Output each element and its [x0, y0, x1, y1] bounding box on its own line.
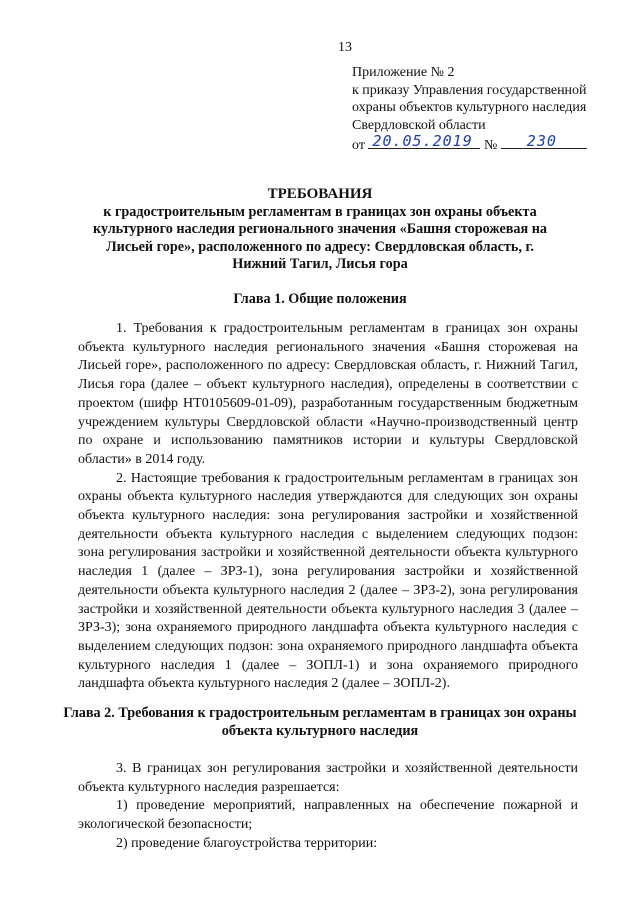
title-subtitle: к градостроительным регламентам в границах зон охраны объекта культурного наследия регионального значения «Башня сторожевая на Лисьей горе», расположенного по адресу: Свердловская область, г. Нижний Тагил, Лисья гора — [92, 203, 548, 272]
page-number: 13 — [338, 40, 352, 55]
chapter-1-body — [78, 320, 578, 694]
paragraph-3-item-2: 2) проведение благоустройства территории: — [116, 835, 378, 851]
paragraph-1: 1. Требования к градостроительным регламентам в границах зон охраны объекта культурного наследия регионального значения «Башня сторожевая на Лисьей горе», расположенного по адресу: Свердловская область, г. Нижний Тагил, Лисья гора (далее – объект культурного наследия), определены в соответствии с проектом (шифр НТ0105609-01-09), разработанным государственным бюджетным учреждением культуры Свердловской области «Научно-производственный центр по охране и использованию памятников истории и культуры Свердловской области» в 2014 году. — [78, 321, 578, 467]
handwritten-number: 230 — [526, 131, 557, 150]
number-field — [501, 131, 587, 150]
paragraph-2: 2. Настоящие требования к градостроительным регламентам в границах зон охраны объекта культурного наследия утверждаются для следующих зон охраны объекта культурного наследия: зона регулирования застройки и хозяйственной деятельности объекта культурного наследия с выделением следующих подзон: зона регулирования застройки и хозяйственной деятельности объекта культурного наследия 1 (далее – ЗРЗ-1), зона регулирования застройки и хозяйственной деятельности объекта культурного наследия 2 (далее – ЗРЗ-2), зона регулирования застройки и хозяйственной деятельности объекта культурного наследия 3 (далее – ЗРЗ-3); зона охраняемого природного ландшафта объекта культурного наследия с выделением следующих подзон: зона охраняемого природного ландшафта объекта культурного наследия 1 (далее – ЗОПЛ-1) и зона охраняемого природного ландшафта объекта культурного наследия 2 (далее – ЗОПЛ-2). — [78, 470, 578, 692]
chapter-1-heading: Глава 1. Общие положения — [233, 291, 407, 307]
date-prefix: от — [352, 138, 365, 153]
appendix-line-3: охраны объектов культурного наследия — [352, 100, 587, 115]
chapter-2-heading: Глава 2. Требования к градостроительным регламентам в границах зон охраны объекта культурного наследия — [63, 705, 577, 739]
appendix-line-4: Свердловской области — [352, 117, 486, 133]
appendix-block — [352, 64, 587, 155]
appendix-line-1: Приложение № 2 — [352, 65, 455, 80]
appendix-line-2: к приказу Управления государственной — [352, 82, 587, 98]
paragraph-3: 3. В границах зон регулирования застройки и хозяйственной деятельности объекта культурного наследия разрешается: — [78, 761, 578, 795]
number-sign: № — [483, 138, 498, 153]
chapter-2-body — [78, 760, 578, 854]
handwritten-date: 20.05.2019 — [372, 131, 473, 150]
document-title — [90, 186, 550, 274]
date-field — [368, 131, 480, 150]
paragraph-3-item-1: 1) проведение мероприятий, направленных на обеспечение пожарной и экологической безопасности; — [78, 798, 578, 833]
title-main: ТРЕБОВАНИЯ — [267, 186, 373, 202]
appendix-date-line — [352, 131, 587, 155]
